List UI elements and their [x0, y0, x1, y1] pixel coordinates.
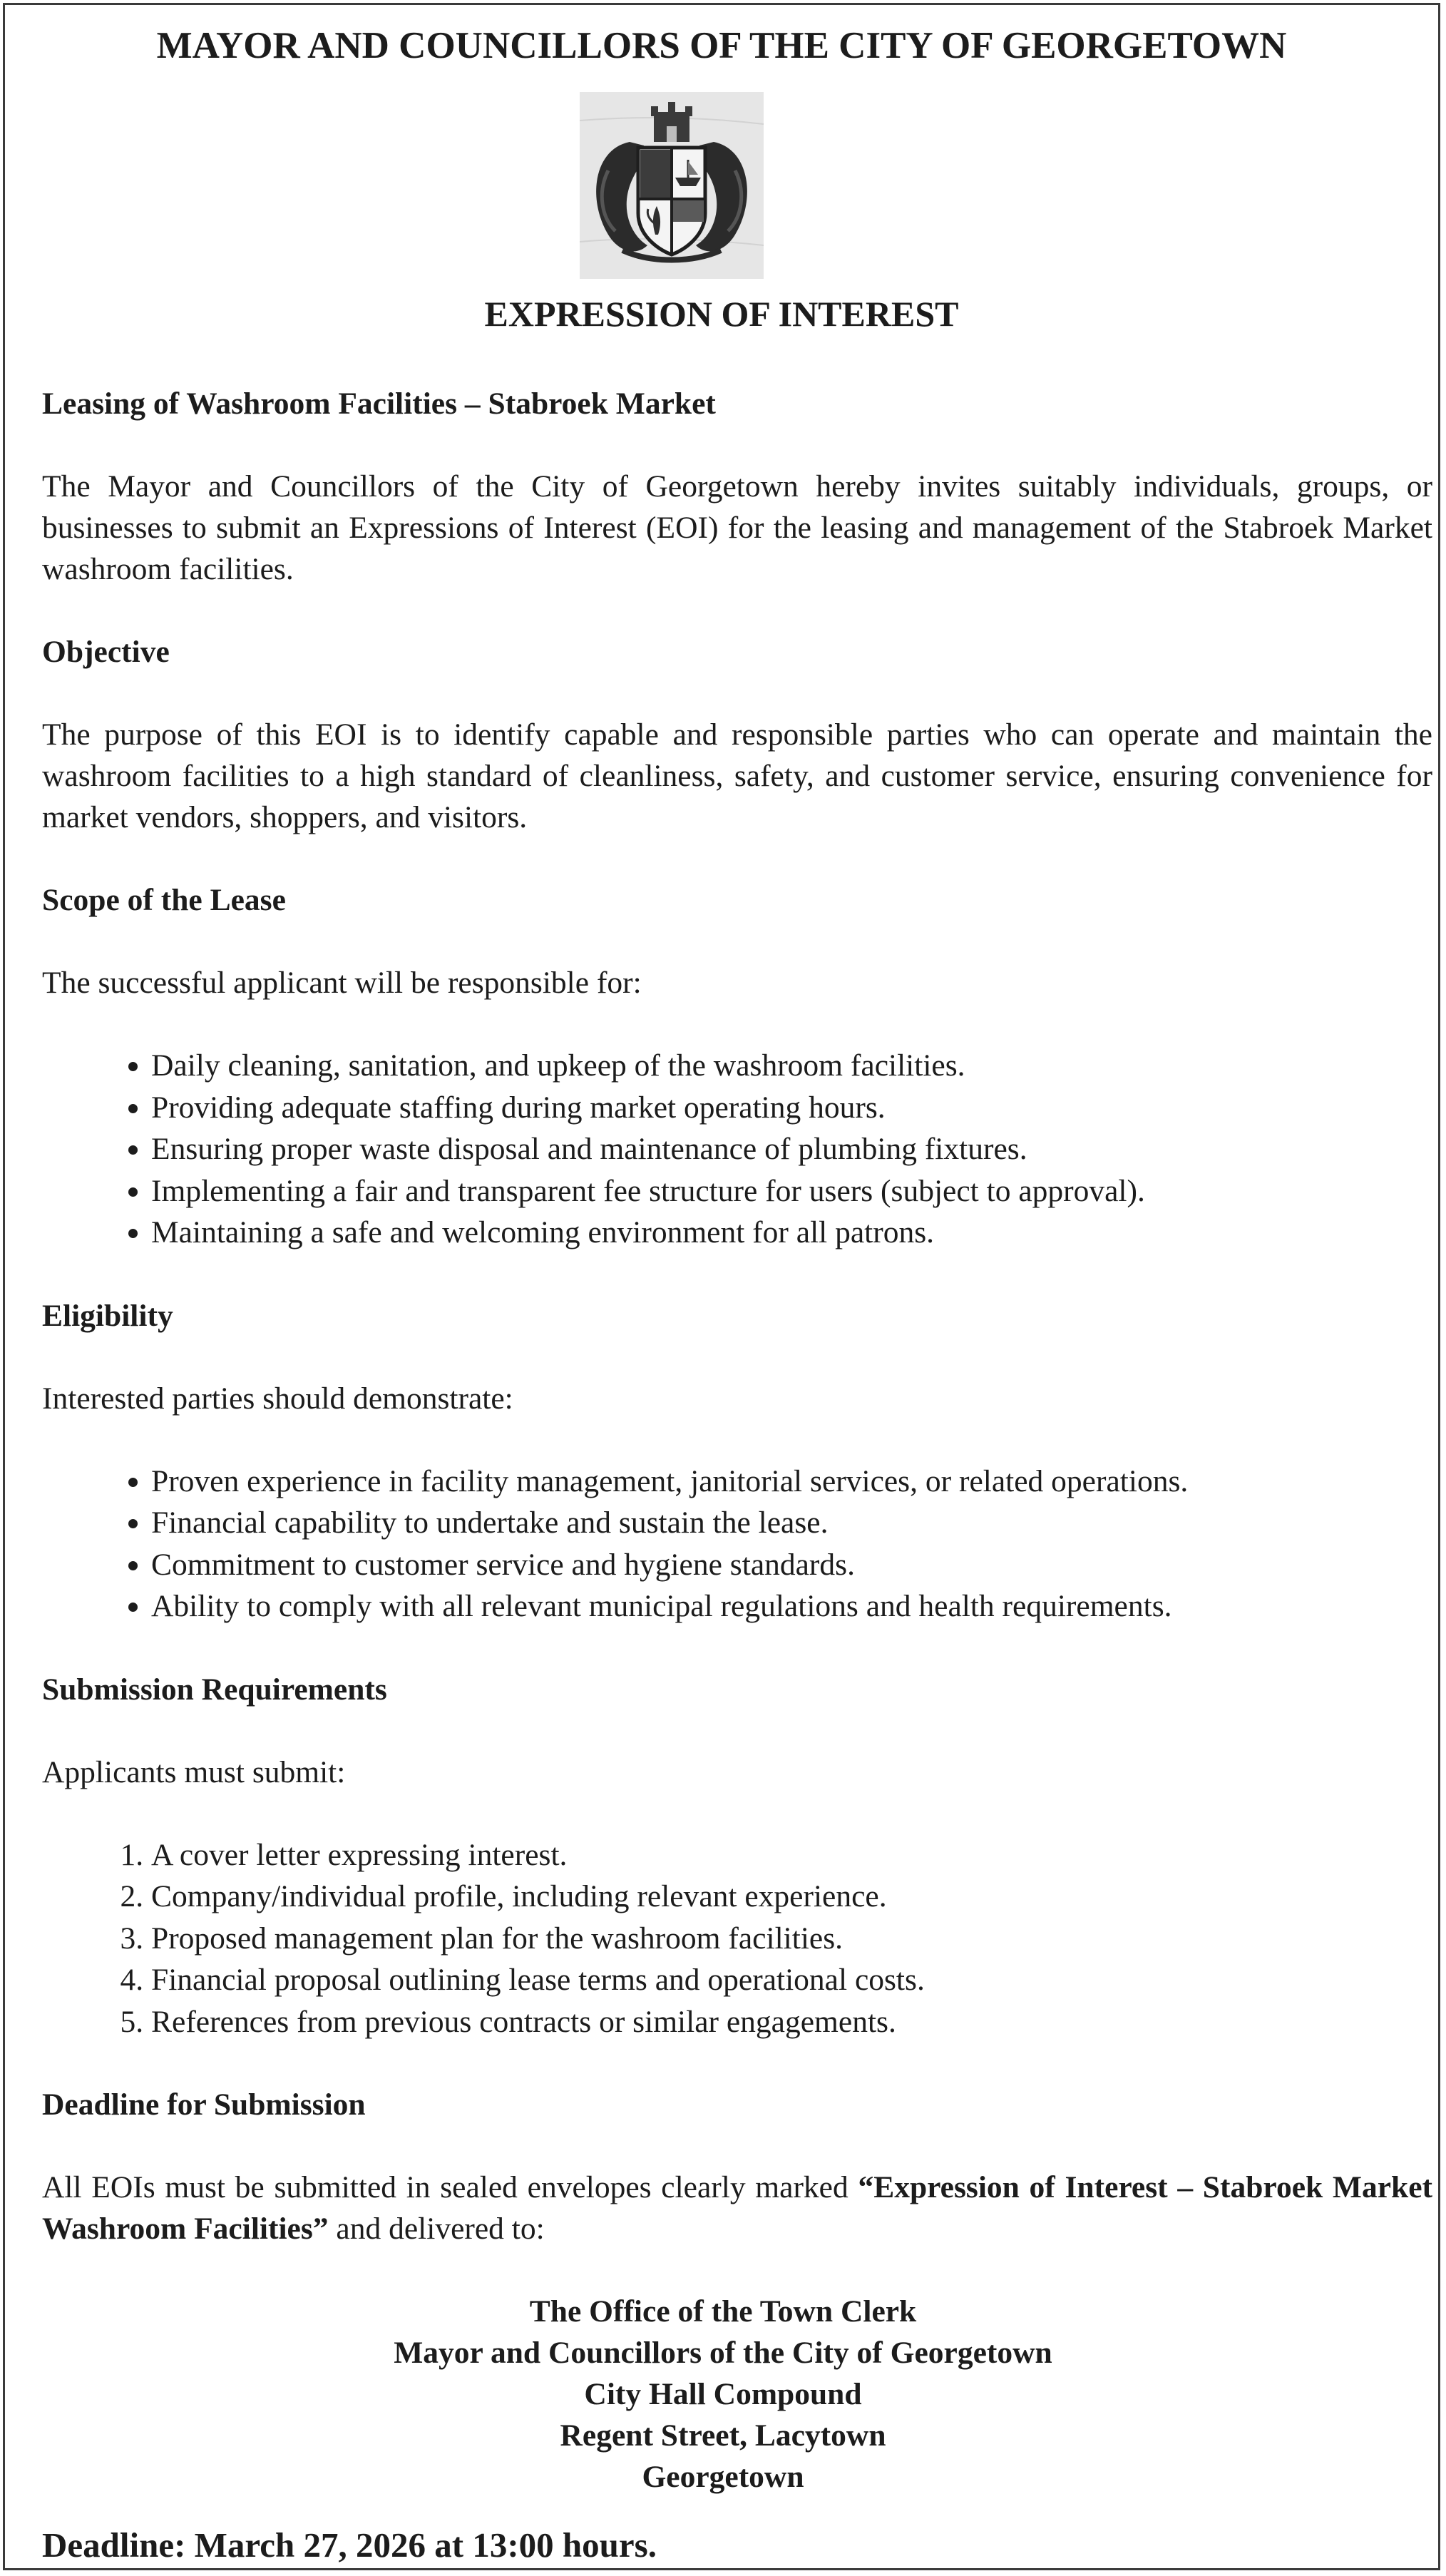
envelope-marking: “Expression of Interest – Stabroek Market Washroom Facilities” — [42, 2170, 1432, 2246]
address-line: Georgetown — [642, 2460, 804, 2494]
scope-list — [42, 1045, 1432, 1254]
delivery-text-after: and delivered to: — [328, 2212, 545, 2246]
list-item: • Daily cleaning, sanitation, and upkeep of the washroom facilities. — [151, 1045, 1432, 1087]
subject-heading: Leasing of Washroom Facilities – Stabroek Market — [42, 387, 716, 421]
list-item: 5. References from previous contracts or similar engagements. — [151, 2001, 1432, 2043]
list-item: • Proven experience in facility management, janitorial services, or related operations. — [151, 1461, 1432, 1503]
deadline-section-heading: Deadline for Submission — [42, 2087, 366, 2122]
list-item: • Implementing a fair and transparent fee structure for users (subject to approval). — [151, 1170, 1432, 1212]
submission-list — [42, 1834, 1432, 2043]
address-line: City Hall Compound — [584, 2377, 862, 2411]
eoi-title: EXPRESSION OF INTEREST — [484, 294, 959, 334]
scope-heading: Scope of the Lease — [42, 883, 286, 917]
address-line: Mayor and Councillors of the City of Georgetown — [394, 2336, 1052, 2370]
list-item: • Ensuring proper waste disposal and maintenance of plumbing fixtures. — [151, 1128, 1432, 1170]
objective-heading: Objective — [42, 635, 170, 669]
list-item: 4. Financial proposal outlining lease terms and operational costs. — [151, 1959, 1432, 2001]
list-item: 3. Proposed management plan for the washroom facilities. — [151, 1918, 1432, 1960]
coat-of-arms-icon — [580, 92, 764, 279]
address-line: Regent Street, Lacytown — [560, 2418, 886, 2453]
scope-intro: The successful applicant will be responsible for: — [42, 966, 642, 1000]
objective-paragraph: The purpose of this EOI is to identify capable and responsible parties who can operate and maintain the washroom facilities to a high standard of cleanliness, safety, and customer service, ensuring convenience for market vendors, shoppers, and visitors. — [42, 717, 1432, 834]
eligibility-intro: Interested parties should demonstrate: — [42, 1381, 513, 1416]
list-item: 2. Company/individual profile, including relevant experience. — [151, 1876, 1432, 1918]
eligibility-heading: Eligibility — [42, 1298, 173, 1333]
notice-page — [3, 3, 1440, 2570]
submission-heading: Submission Requirements — [42, 1672, 387, 1707]
delivery-text-before: All EOIs must be submitted in sealed envelopes clearly marked — [42, 2170, 858, 2204]
delivery-paragraph — [42, 2167, 1432, 2249]
list-item: • Financial capability to undertake and sustain the lease. — [151, 1502, 1432, 1544]
submission-intro: Applicants must submit: — [42, 1754, 346, 1789]
eligibility-list — [42, 1461, 1432, 1627]
list-item: 1. A cover letter expressing interest. — [151, 1834, 1432, 1876]
list-item: • Maintaining a safe and welcoming environment for all patrons. — [151, 1212, 1432, 1254]
deadline-line: Deadline: March 27, 2026 at 13:00 hours. — [42, 2525, 657, 2565]
list-item: • Ability to comply with all relevant municipal regulations and health requirements. — [151, 1585, 1432, 1627]
page-title: MAYOR AND COUNCILLORS OF THE CITY OF GEORGETOWN — [156, 25, 1287, 66]
intro-paragraph: The Mayor and Councillors of the City of Georgetown hereby invites suitably individuals, groups, or businesses to submit an Expressions of Interest (EOI) for the leasing and management of the Stabroek Market washroom facilities. — [42, 469, 1432, 586]
list-item: • Providing adequate staffing during market operating hours. — [151, 1087, 1432, 1129]
list-item: • Commitment to customer service and hygiene standards. — [151, 1544, 1432, 1586]
address-line: The Office of the Town Clerk — [529, 2294, 917, 2329]
notice-body — [42, 383, 1432, 2498]
delivery-address — [42, 2291, 1432, 2498]
